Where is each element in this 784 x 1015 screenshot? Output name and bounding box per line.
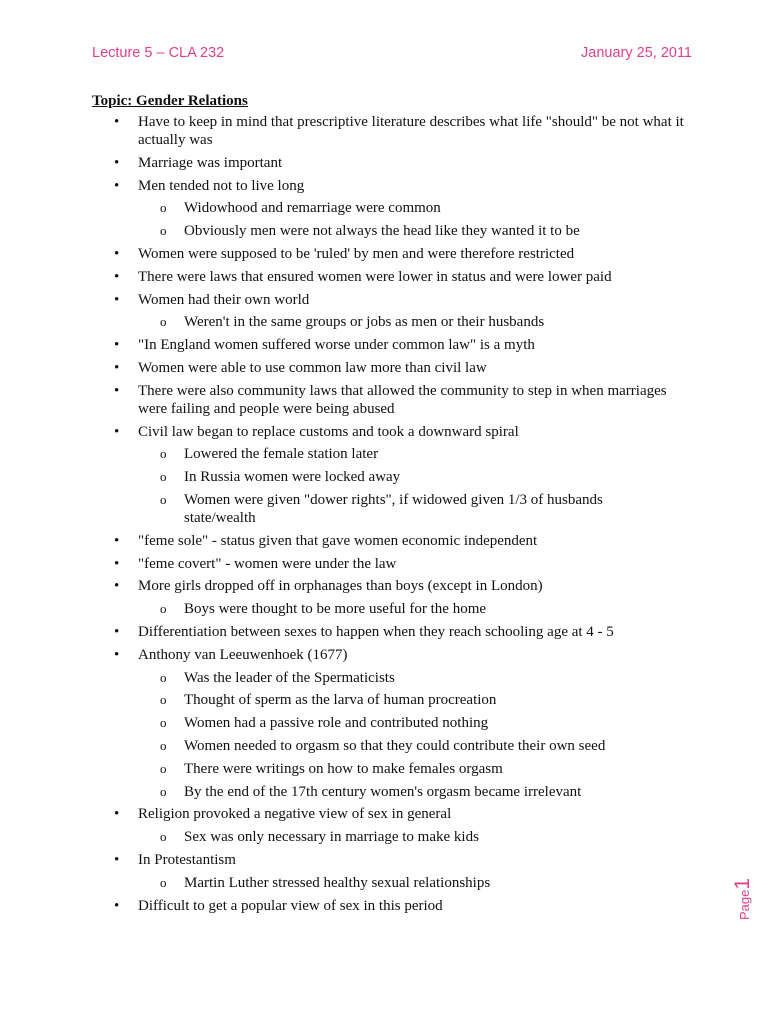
sub-list-item-text: Women had a passive role and contributed nothing <box>184 715 489 732</box>
bullet-marker: • <box>114 114 120 130</box>
list-item-text: "feme sole" - status given that gave women economic independent <box>138 532 538 549</box>
bullet-marker: • <box>114 177 120 194</box>
page-label: Page <box>737 889 752 920</box>
sub-bullet-marker: o <box>160 692 167 708</box>
header-date: January 25, 2011 <box>581 45 692 61</box>
bullet-marker: • <box>114 532 120 549</box>
header-lecture: Lecture 5 – CLA 232 <box>92 45 225 61</box>
sub-list-item-text: Boys were thought to be more useful for the home <box>184 601 487 618</box>
list-item-text: Civil law began to replace customs and took a downward spiral <box>138 423 519 440</box>
sub-bullet-marker: o <box>160 874 167 890</box>
list-item-text: Marriage was important <box>138 154 283 171</box>
topic-heading: Topic: Gender Relations <box>92 93 248 109</box>
bullet-marker: • <box>114 359 120 376</box>
sub-list-item <box>138 199 692 217</box>
bullet-marker: • <box>114 382 120 399</box>
list-item <box>92 577 692 618</box>
list-item <box>92 851 692 892</box>
bullet-marker: • <box>114 245 120 262</box>
sub-list <box>138 828 692 846</box>
list-item-text: There were laws that ensured women were lower in status and were lower paid <box>138 268 612 285</box>
sub-list-item-text: There were writings on how to make females orgasm <box>184 760 503 777</box>
sub-list-item-text: In Russia women were locked away <box>184 469 401 486</box>
list-item <box>92 897 692 915</box>
sub-list-item-text: Lowered the female station later <box>184 446 379 463</box>
sub-bullet-marker: o <box>160 669 167 685</box>
list-item <box>92 623 692 641</box>
list-item-text: Have to keep in mind that prescriptive literature describes what life "should" be not what it actually was <box>138 114 684 148</box>
list-item <box>92 646 692 801</box>
list-item <box>92 245 692 263</box>
sub-bullet-marker: o <box>160 601 167 617</box>
bullet-marker: • <box>114 578 120 595</box>
list-item-text: Men tended not to live long <box>138 177 305 194</box>
bullet-marker: • <box>114 897 120 914</box>
bullet-marker: • <box>114 555 120 572</box>
sub-list-item <box>138 760 692 778</box>
list-item-text: "feme covert" - women were under the law <box>138 555 397 572</box>
list-item-text: There were also community laws that allowed the community to step in when marriages were failing and people were being abused <box>138 382 667 417</box>
sub-list <box>138 874 692 892</box>
list-item <box>92 291 692 332</box>
sub-list-item-text: Obviously men were not always the head like they wanted it to be <box>184 223 580 240</box>
sub-list-item <box>138 714 692 732</box>
sub-list <box>138 669 692 801</box>
sub-list-item <box>138 669 692 687</box>
bullet-marker: • <box>114 337 120 354</box>
sub-list-item <box>138 828 692 846</box>
bullet-marker: • <box>114 851 120 868</box>
list-item-text: Women were supposed to be 'ruled' by men and were therefore restricted <box>138 245 575 262</box>
sub-bullet-marker: o <box>160 200 167 216</box>
list-item <box>92 336 692 354</box>
page-number <box>731 878 755 920</box>
bullet-marker: • <box>114 806 120 823</box>
sub-list-item <box>138 491 654 527</box>
list-item <box>92 113 692 149</box>
sub-bullet-marker: o <box>160 469 167 485</box>
sub-list-item <box>138 874 692 892</box>
sub-bullet-marker: o <box>160 829 167 845</box>
sub-list-item <box>138 783 692 801</box>
sub-list <box>138 600 692 618</box>
list-item-text: Difficult to get a popular view of sex in this period <box>138 897 443 914</box>
sub-list-item-text: Martin Luther stressed healthy sexual relationships <box>184 874 491 891</box>
sub-list-item-text: Sex was only necessary in marriage to make kids <box>184 829 479 846</box>
bullet-marker: • <box>114 154 120 171</box>
sub-bullet-marker: o <box>160 446 167 462</box>
sub-bullet-marker: o <box>160 223 167 239</box>
notes-list <box>92 113 692 919</box>
sub-list-item <box>138 445 692 463</box>
bullet-marker: • <box>114 646 120 663</box>
sub-list <box>138 199 692 240</box>
sub-list-item <box>138 468 692 486</box>
sub-bullet-marker: o <box>160 715 167 731</box>
list-item-text: In Protestantism <box>138 851 236 868</box>
list-item <box>92 359 692 377</box>
sub-bullet-marker: o <box>160 760 167 776</box>
list-item-text: Religion provoked a negative view of sex in general <box>138 806 452 823</box>
list-item <box>92 423 692 527</box>
list-item <box>92 555 692 573</box>
list-item-text: Anthony van Leeuwenhoek (1677) <box>138 646 348 663</box>
sub-list-item <box>138 600 692 618</box>
bullet-marker: • <box>114 623 120 640</box>
list-item-text: Women were able to use common law more than civil law <box>138 359 487 376</box>
sub-list-item <box>138 313 692 331</box>
sub-list-item <box>138 737 692 755</box>
list-item-text: "In England women suffered worse under common law" is a myth <box>138 337 535 354</box>
sub-bullet-marker: o <box>160 783 167 799</box>
list-item-text: Differentiation between sexes to happen when they reach schooling age at 4 - 5 <box>138 623 614 640</box>
bullet-marker: • <box>114 423 120 440</box>
sub-list-item-text: Weren't in the same groups or jobs as men or their husbands <box>184 314 545 331</box>
sub-list-item-text: Widowhood and remarriage were common <box>184 200 441 217</box>
list-item <box>92 268 692 286</box>
list-item <box>92 532 692 550</box>
sub-list-item-text: Thought of sperm as the larva of human procreation <box>184 692 497 709</box>
bullet-marker: • <box>114 291 120 308</box>
sub-list-item-text: Women needed to orgasm so that they could contribute their own seed <box>184 737 606 754</box>
list-item <box>92 154 692 172</box>
list-item <box>92 177 692 241</box>
sub-list-item-text: By the end of the 17th century women's orgasm became irrelevant <box>184 783 582 800</box>
sub-bullet-marker: o <box>160 491 167 507</box>
sub-list-item-text: Was the leader of the Spermaticists <box>184 669 395 686</box>
list-item-text: Women had their own world <box>138 291 310 308</box>
list-item <box>92 382 692 418</box>
sub-list-item <box>138 222 692 240</box>
sub-list <box>138 445 692 527</box>
bullet-marker: • <box>114 268 120 285</box>
sub-bullet-marker: o <box>160 737 167 753</box>
sub-bullet-marker: o <box>160 314 167 330</box>
list-item <box>92 805 692 846</box>
page-number-value: 1 <box>731 877 754 890</box>
sub-list-item <box>138 691 692 709</box>
sub-list-item-text: Women were given "dower rights", if widowed given 1/3 of husbands state/wealth <box>184 491 603 526</box>
sub-list <box>138 313 692 331</box>
list-item-text: More girls dropped off in orphanages than boys (except in London) <box>138 578 543 595</box>
